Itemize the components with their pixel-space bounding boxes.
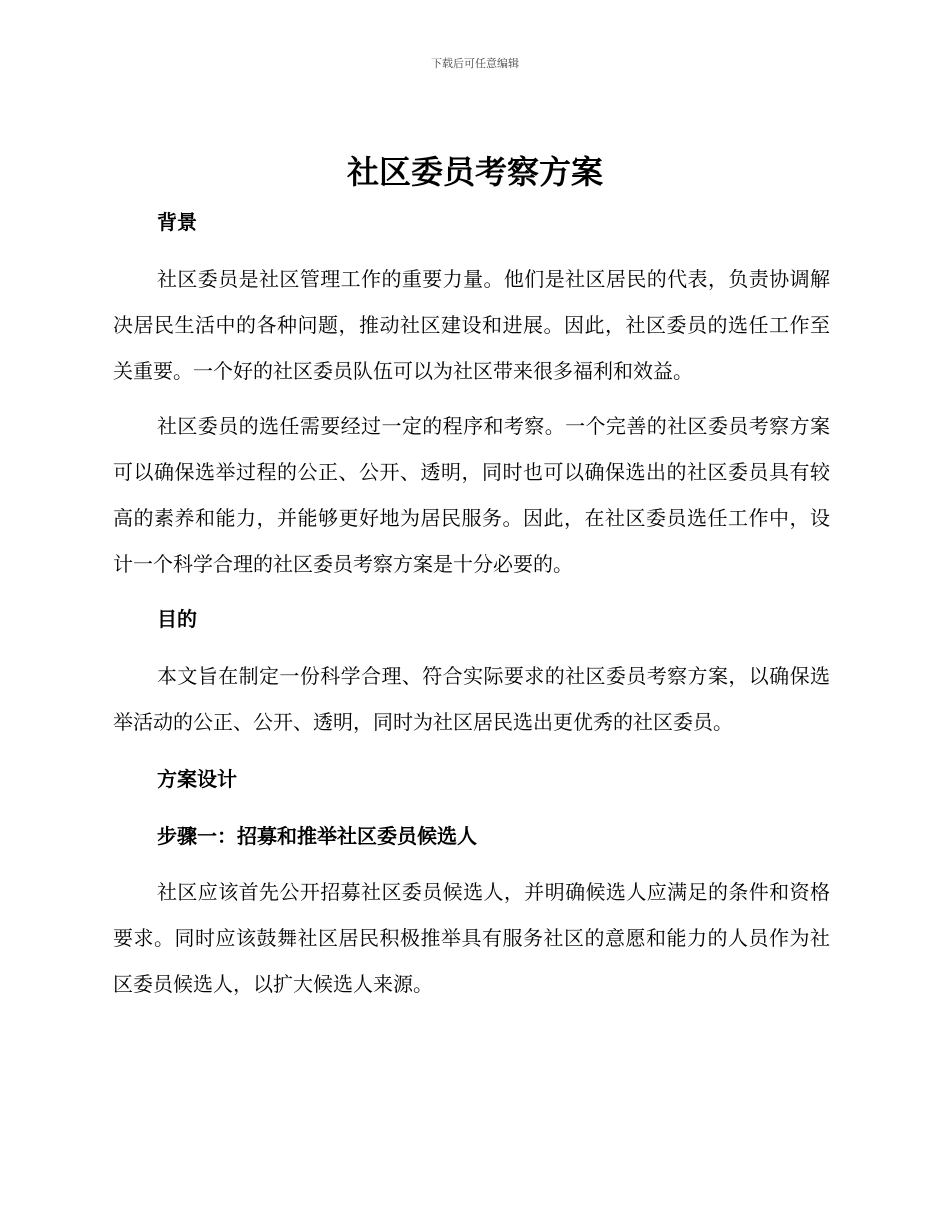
document-title: 社区委员考察方案 — [346, 153, 603, 191]
paragraph-background-1: 社区委员是社区管理工作的重要力量。他们是社区居民的代表，负责协调解决居民生活中的各种问题，推动社区建设和进展。因此，社区委员的选任工作至关重要。一个好的社区委员队伍可以为社区带来很多福利和效益。 — [113, 267, 830, 383]
section-heading-background: 背景 — [157, 210, 197, 234]
paragraph-purpose-1: 本文旨在制定一份科学合理、符合实际要求的社区委员考察方案，以确保选举活动的公正、公开、透明，同时为社区居民选出更优秀的社区委员。 — [113, 664, 830, 734]
header-note: 下载后可任意编辑 — [431, 57, 519, 70]
paragraph-step1-1: 社区应该首先公开招募社区委员候选人，并明确候选人应满足的条件和资格要求。同时应该鼓舞社区居民积极推举具有服务社区的意愿和能力的人员作为社区委员候选人，以扩大候选人来源。 — [113, 880, 830, 996]
section-heading-purpose: 目的 — [157, 607, 197, 631]
paragraph-background-2: 社区委员的选任需要经过一定的程序和考察。一个完善的社区委员考察方案可以确保选举过程的公正、公开、透明，同时也可以确保选出的社区委员具有较高的素养和能力，并能够更好地为居民服务。因此，在社区委员选任工作中，设计一个科学合理的社区委员考察方案是十分必要的。 — [113, 414, 830, 576]
step-heading-1: 步骤一：招募和推举社区委员候选人 — [157, 824, 477, 848]
section-heading-design: 方案设计 — [157, 767, 237, 791]
